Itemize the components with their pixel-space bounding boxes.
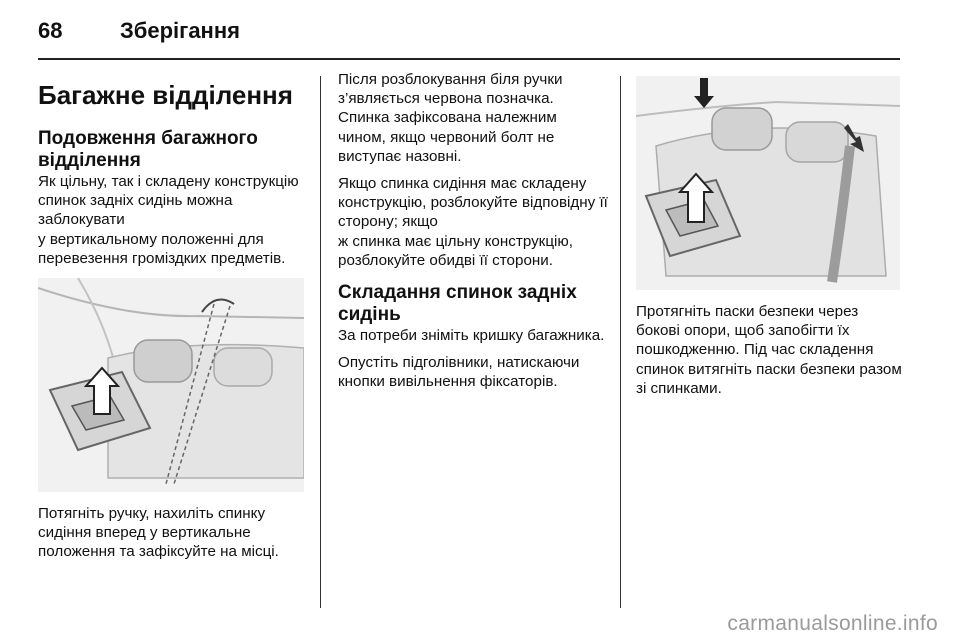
page-number: 68 xyxy=(38,18,63,43)
section-title: Багажне відділення xyxy=(38,80,293,110)
paragraph: Після розблокування біля ручки з’являється червона позначка. Спинка зафіксована належним чином, якщо червоний болт не виступає назовні. xyxy=(338,71,563,165)
figure-caption: Потягніть ручку, нахиліть спинку сидіння вперед у вертикальне положення та зафіксуйте на місці. xyxy=(38,505,279,561)
column-divider-1 xyxy=(320,76,321,608)
watermark: carmanualsonline.info xyxy=(727,612,938,635)
page-header xyxy=(38,14,900,56)
paragraph: у вертикальному положенні для перевезення громіздких предметів. xyxy=(38,230,286,267)
seat-fold-illustration xyxy=(38,278,304,492)
chapter-title: Зберігання xyxy=(120,18,240,43)
seatbelt-illustration xyxy=(636,76,900,290)
column-3 xyxy=(636,70,906,406)
header-rule xyxy=(38,58,900,60)
column-divider-2 xyxy=(620,76,621,608)
paragraph: Як цільну, так і складену конструкцію спинок задніх сидінь можна заблокувати xyxy=(38,173,299,229)
column-1 xyxy=(38,70,306,570)
figure-seat-fold xyxy=(38,278,304,492)
paragraph: Якщо спинка сидіння має складену конструкцію, розблокуйте відповідну її сторону; якщо xyxy=(338,175,608,231)
subsection-title: Складання спинок задніх сидінь xyxy=(338,282,577,326)
figure-caption: Протягніть паски безпеки через бокові опори, щоб запобігти їх пошкодженню. Під час складення спинок витягніть паски безпеки разом зі спинками. xyxy=(636,303,902,397)
figure-seatbelt xyxy=(636,76,900,290)
paragraph: ж спинка має цільну конструкцію, розблокуйте обидві її сторони. xyxy=(338,232,574,269)
paragraph: Опустіть підголівники, натискаючи кнопки вивільнення фіксаторів. xyxy=(338,354,580,391)
column-2 xyxy=(338,70,608,400)
paragraph: За потреби зніміть кришку багажника. xyxy=(338,327,605,345)
subsection-title: Подовження багажного відділення xyxy=(38,128,258,171)
